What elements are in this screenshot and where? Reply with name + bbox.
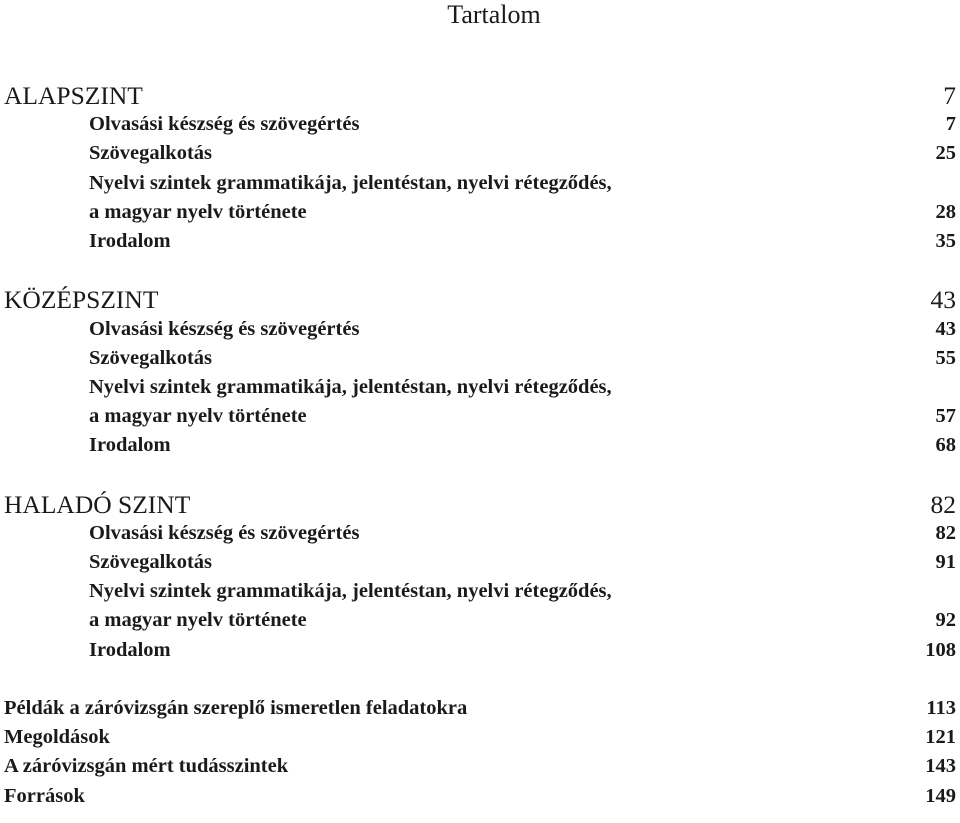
toc-page-number: 35 — [935, 229, 956, 252]
toc-section-heading: KÖZÉPSZINT — [4, 285, 159, 315]
toc-page-number: 43 — [930, 285, 956, 315]
toc-section-kozepszint[interactable] — [4, 285, 956, 314]
toc-item[interactable] — [4, 315, 956, 344]
toc-item[interactable] — [4, 139, 956, 168]
toc-item[interactable] — [4, 198, 956, 227]
toc-item-label: Irodalom — [89, 434, 171, 457]
toc-item-label: Olvasási készség és szövegértés — [89, 113, 360, 136]
toc-item[interactable] — [4, 577, 956, 606]
toc-page-number: 91 — [935, 551, 956, 573]
toc-item[interactable] — [4, 402, 956, 431]
toc-section-heading: ALAPSZINT — [4, 81, 143, 110]
toc-page-number: 143 — [925, 755, 956, 778]
toc-page-number: 57 — [935, 405, 956, 428]
table-of-contents — [4, 81, 956, 811]
toc-item[interactable] — [4, 431, 956, 460]
toc-page-number: 43 — [935, 317, 956, 340]
toc-item-label: Olvasási készség és szövegértés — [89, 521, 360, 544]
toc-page-number: 92 — [935, 609, 956, 632]
toc-item-label: a magyar nyelv története — [89, 200, 307, 223]
toc-item-label: Példák a záróvizsgán szereplő ismeretlen feladatokra — [4, 696, 468, 719]
toc-item-label: Olvasási készség és szövegértés — [89, 317, 360, 340]
toc-item-peldak[interactable] — [4, 694, 956, 723]
toc-page-number: 68 — [935, 434, 956, 457]
section-spacer — [4, 665, 956, 694]
toc-item-label: Nyelvi szintek grammatikája, jelentéstan, nyelvi rétegződés, — [89, 375, 612, 398]
toc-page-number: 149 — [925, 784, 956, 807]
toc-item-label: Nyelvi szintek grammatikája, jelentéstan, nyelvi rétegződés, — [89, 580, 612, 603]
toc-page-number: 108 — [925, 638, 956, 661]
toc-page-number: 113 — [926, 696, 956, 719]
toc-item-label: Irodalom — [89, 229, 171, 252]
toc-item-label: Források — [4, 784, 85, 807]
toc-item-label: Irodalom — [89, 638, 171, 661]
toc-item[interactable] — [4, 636, 956, 665]
toc-item-label: a magyar nyelv története — [89, 609, 307, 632]
toc-item-forrasok[interactable] — [4, 782, 956, 811]
toc-page-number: 121 — [925, 726, 956, 749]
toc-item-megoldasok[interactable] — [4, 723, 956, 752]
toc-item[interactable] — [4, 344, 956, 373]
toc-section-heading: HALADÓ SZINT — [4, 489, 191, 519]
toc-page-number: 7 — [945, 113, 956, 136]
toc-page-number: 25 — [935, 142, 956, 165]
toc-item[interactable] — [4, 227, 956, 256]
toc-page-number: 7 — [943, 81, 956, 110]
toc-item-label: Szövegalkotás — [89, 551, 212, 573]
toc-section-alapszint[interactable] — [4, 81, 956, 110]
toc-section-halado-szint[interactable] — [4, 490, 956, 519]
toc-item[interactable] — [4, 519, 956, 548]
toc-page-number: 82 — [935, 521, 956, 544]
toc-item-label: Megoldások — [4, 726, 110, 749]
toc-item-tudasszintek[interactable] — [4, 752, 956, 781]
toc-item-label: a magyar nyelv története — [89, 405, 307, 428]
toc-item[interactable] — [4, 606, 956, 635]
toc-item-label: Szövegalkotás — [89, 142, 212, 165]
toc-page-number: 82 — [930, 489, 956, 519]
toc-item[interactable] — [4, 110, 956, 139]
toc-page-number: 55 — [935, 346, 956, 369]
toc-item[interactable] — [4, 548, 956, 577]
toc-item[interactable] — [4, 373, 956, 402]
section-spacer — [4, 460, 956, 489]
toc-item[interactable] — [4, 169, 956, 198]
toc-item-label: Szövegalkotás — [89, 346, 212, 369]
toc-item-label: Nyelvi szintek grammatikája, jelentéstan, nyelvi rétegződés, — [89, 171, 612, 194]
page-title: Tartalom — [447, 0, 541, 29]
toc-item-label: A záróvizsgán mért tudásszintek — [4, 755, 289, 778]
section-spacer — [4, 256, 956, 285]
toc-page-number: 28 — [935, 200, 956, 223]
